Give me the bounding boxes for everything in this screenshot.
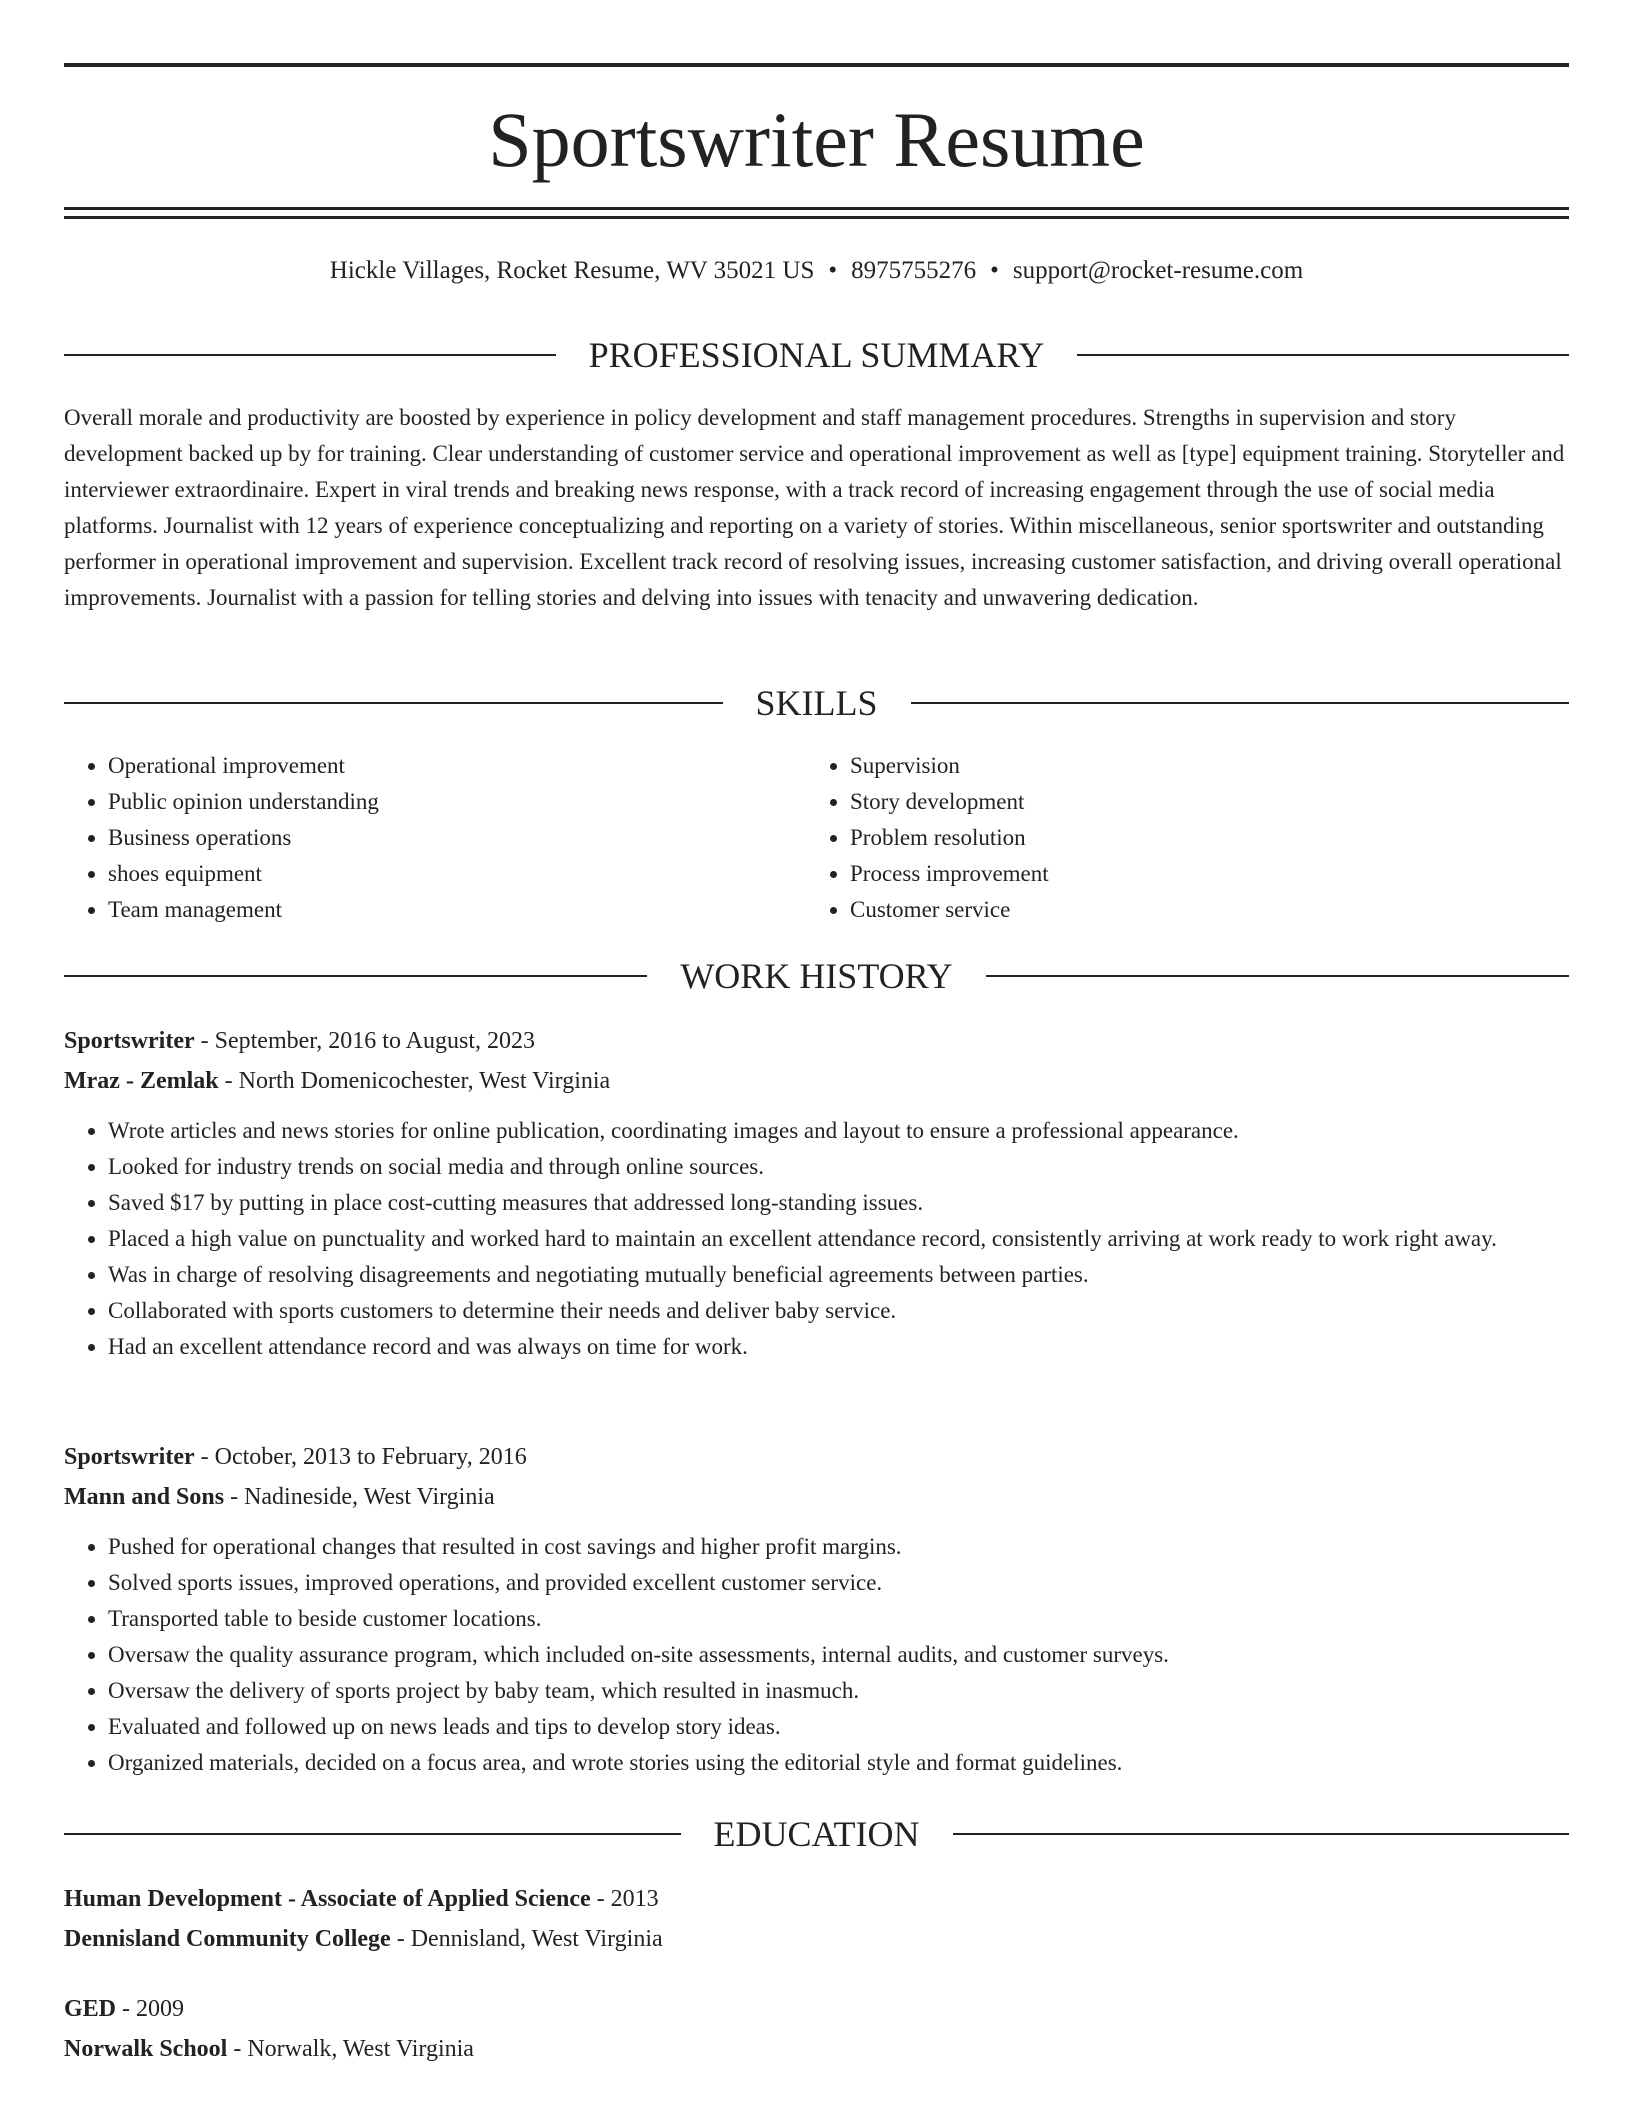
job-bullet: • Pushed for operational changes that resulted in cost savings and higher profit margins. [108, 1529, 1569, 1565]
skill-item: • Business operations [108, 820, 806, 856]
skills-list [64, 748, 1569, 928]
heading-rule [953, 1833, 1570, 1835]
job-company: Mraz - Zemlak [64, 1068, 219, 1094]
contact-email: support@rocket-resume.com [1012, 257, 1304, 284]
job-title: Sportswriter [64, 1028, 195, 1054]
contact-separator: • [828, 257, 838, 284]
job-company-line [64, 1477, 1569, 1517]
education-year: - 2009 [116, 1996, 185, 2022]
education-school-line [64, 2029, 1569, 2069]
summary-section-heading [64, 333, 1569, 377]
job-location: - Nadineside, West Virginia [224, 1484, 495, 1510]
job-title: Sportswriter [64, 1444, 195, 1470]
skill-item: • Operational improvement [108, 748, 806, 784]
heading-rule [64, 354, 556, 356]
job-company: Mann and Sons [64, 1484, 225, 1510]
contact-line [64, 254, 1569, 288]
job-bullet: • Wrote articles and news stories for online publication, coordinating images and layout to ensure a professional appearance. [108, 1113, 1569, 1149]
education-location: - Norwalk, West Virginia [227, 2036, 474, 2062]
education-section-heading [64, 1812, 1569, 1856]
education-degree-line [64, 1879, 1569, 1919]
job-bullets [64, 1113, 1569, 1365]
education-school: Norwalk School [64, 2036, 228, 2062]
title-rule-lower [64, 216, 1569, 219]
skills-heading-label: SKILLS [755, 683, 878, 723]
education-entry [64, 1879, 1569, 1959]
education-degree: Human Development - Associate of Applied Science [64, 1886, 591, 1912]
summary-text: Overall morale and productivity are boosted by experience in policy development and staff management procedures. Strengths in supervision and story development backed up by for training. Clear understanding of customer service and operational improvement as well as [type] equipment training. Storyteller and interviewer extraordinaire. Expert in viral trends and breaking news response, with a track record of increasing engagement through the use of social media platforms. Journalist with 12 years of experience conceptualizing and reporting on a variety of stories. Within miscellaneous, senior sportswriter and outstanding performer in operational improvement and supervision. Excellent track record of resolving issues, increasing customer satisfaction, and driving overall operational improvements. Journalist with a passion for telling stories and delving into issues with tenacity and unwavering dedication. [64, 405, 1565, 610]
education-degree-line [64, 1989, 1569, 2029]
job-dates: - October, 2013 to February, 2016 [194, 1444, 527, 1470]
job-title-line [64, 1021, 1569, 1061]
resume-title: Sportswriter Resume [488, 96, 1145, 183]
job-bullet: • Saved $17 by putting in place cost-cutting measures that addressed long-standing issues. [108, 1185, 1569, 1221]
job-location: - North Domenicochester, West Virginia [218, 1068, 611, 1094]
skill-item: • Problem resolution [850, 820, 1548, 856]
skills-section-heading [64, 681, 1569, 725]
skill-item: • Process improvement [850, 856, 1548, 892]
heading-rule [986, 975, 1569, 977]
heading-rule [1077, 354, 1569, 356]
skills-column-right [806, 748, 1548, 928]
title-rule-upper [64, 207, 1569, 210]
heading-rule [64, 702, 723, 704]
contact-phone: 8975755276 [851, 257, 977, 284]
job-dates: - September, 2016 to August, 2023 [194, 1028, 535, 1054]
job-bullet: • Transported table to beside customer locations. [108, 1601, 1569, 1637]
heading-rule [911, 702, 1570, 704]
education-heading-label: EDUCATION [713, 1814, 920, 1854]
education-entry [64, 1989, 1569, 2069]
job-bullet: • Looked for industry trends on social media and through online sources. [108, 1149, 1569, 1185]
job-company-line [64, 1061, 1569, 1101]
contact-separator: • [990, 257, 999, 284]
job-bullet: • Oversaw the quality assurance program, which included on-site assessments, internal audits, and customer surveys. [108, 1637, 1569, 1673]
job-bullet: • Collaborated with sports customers to determine their needs and deliver baby service. [108, 1293, 1569, 1329]
work-section-heading [64, 954, 1569, 998]
job-bullet: • Placed a high value on punctuality and worked hard to maintain an excellent attendance record, consistently arriving at work ready to work right away. [108, 1221, 1569, 1257]
skill-item: • Supervision [850, 748, 1548, 784]
job-entry [64, 1437, 1569, 1781]
heading-rule [64, 975, 647, 977]
job-bullets [64, 1529, 1569, 1781]
work-heading-label: WORK HISTORY [680, 956, 953, 996]
skill-item: • Customer service [850, 892, 1548, 928]
education-year: - 2013 [590, 1886, 659, 1912]
job-bullet: • Was in charge of resolving disagreements and negotiating mutually beneficial agreements between parties. [108, 1257, 1569, 1293]
job-entry [64, 1021, 1569, 1365]
job-title-line [64, 1437, 1569, 1477]
job-bullet: • Oversaw the delivery of sports project by baby team, which resulted in inasmuch. [108, 1673, 1569, 1709]
skill-item: • Team management [108, 892, 806, 928]
skill-item: • Story development [850, 784, 1548, 820]
job-bullet: • Organized materials, decided on a focus area, and wrote stories using the editorial style and format guidelines. [108, 1745, 1569, 1781]
top-rule [64, 63, 1569, 67]
education-location: - Dennisland, West Virginia [390, 1926, 663, 1952]
job-bullet: • Had an excellent attendance record and was always on time for work. [108, 1329, 1569, 1365]
summary-heading-label: PROFESSIONAL SUMMARY [588, 335, 1045, 375]
job-bullet: • Solved sports issues, improved operations, and provided excellent customer service. [108, 1565, 1569, 1601]
job-bullet: • Evaluated and followed up on news leads and tips to develop story ideas. [108, 1709, 1569, 1745]
heading-rule [64, 1833, 681, 1835]
education-degree: GED [64, 1996, 117, 2022]
skill-item: • shoes equipment [108, 856, 806, 892]
skill-item: • Public opinion understanding [108, 784, 806, 820]
skills-column-left [64, 748, 806, 928]
education-school: Dennisland Community College [64, 1926, 391, 1952]
education-school-line [64, 1919, 1569, 1959]
contact-address: Hickle Villages, Rocket Resume, WV 35021 US [329, 257, 815, 284]
